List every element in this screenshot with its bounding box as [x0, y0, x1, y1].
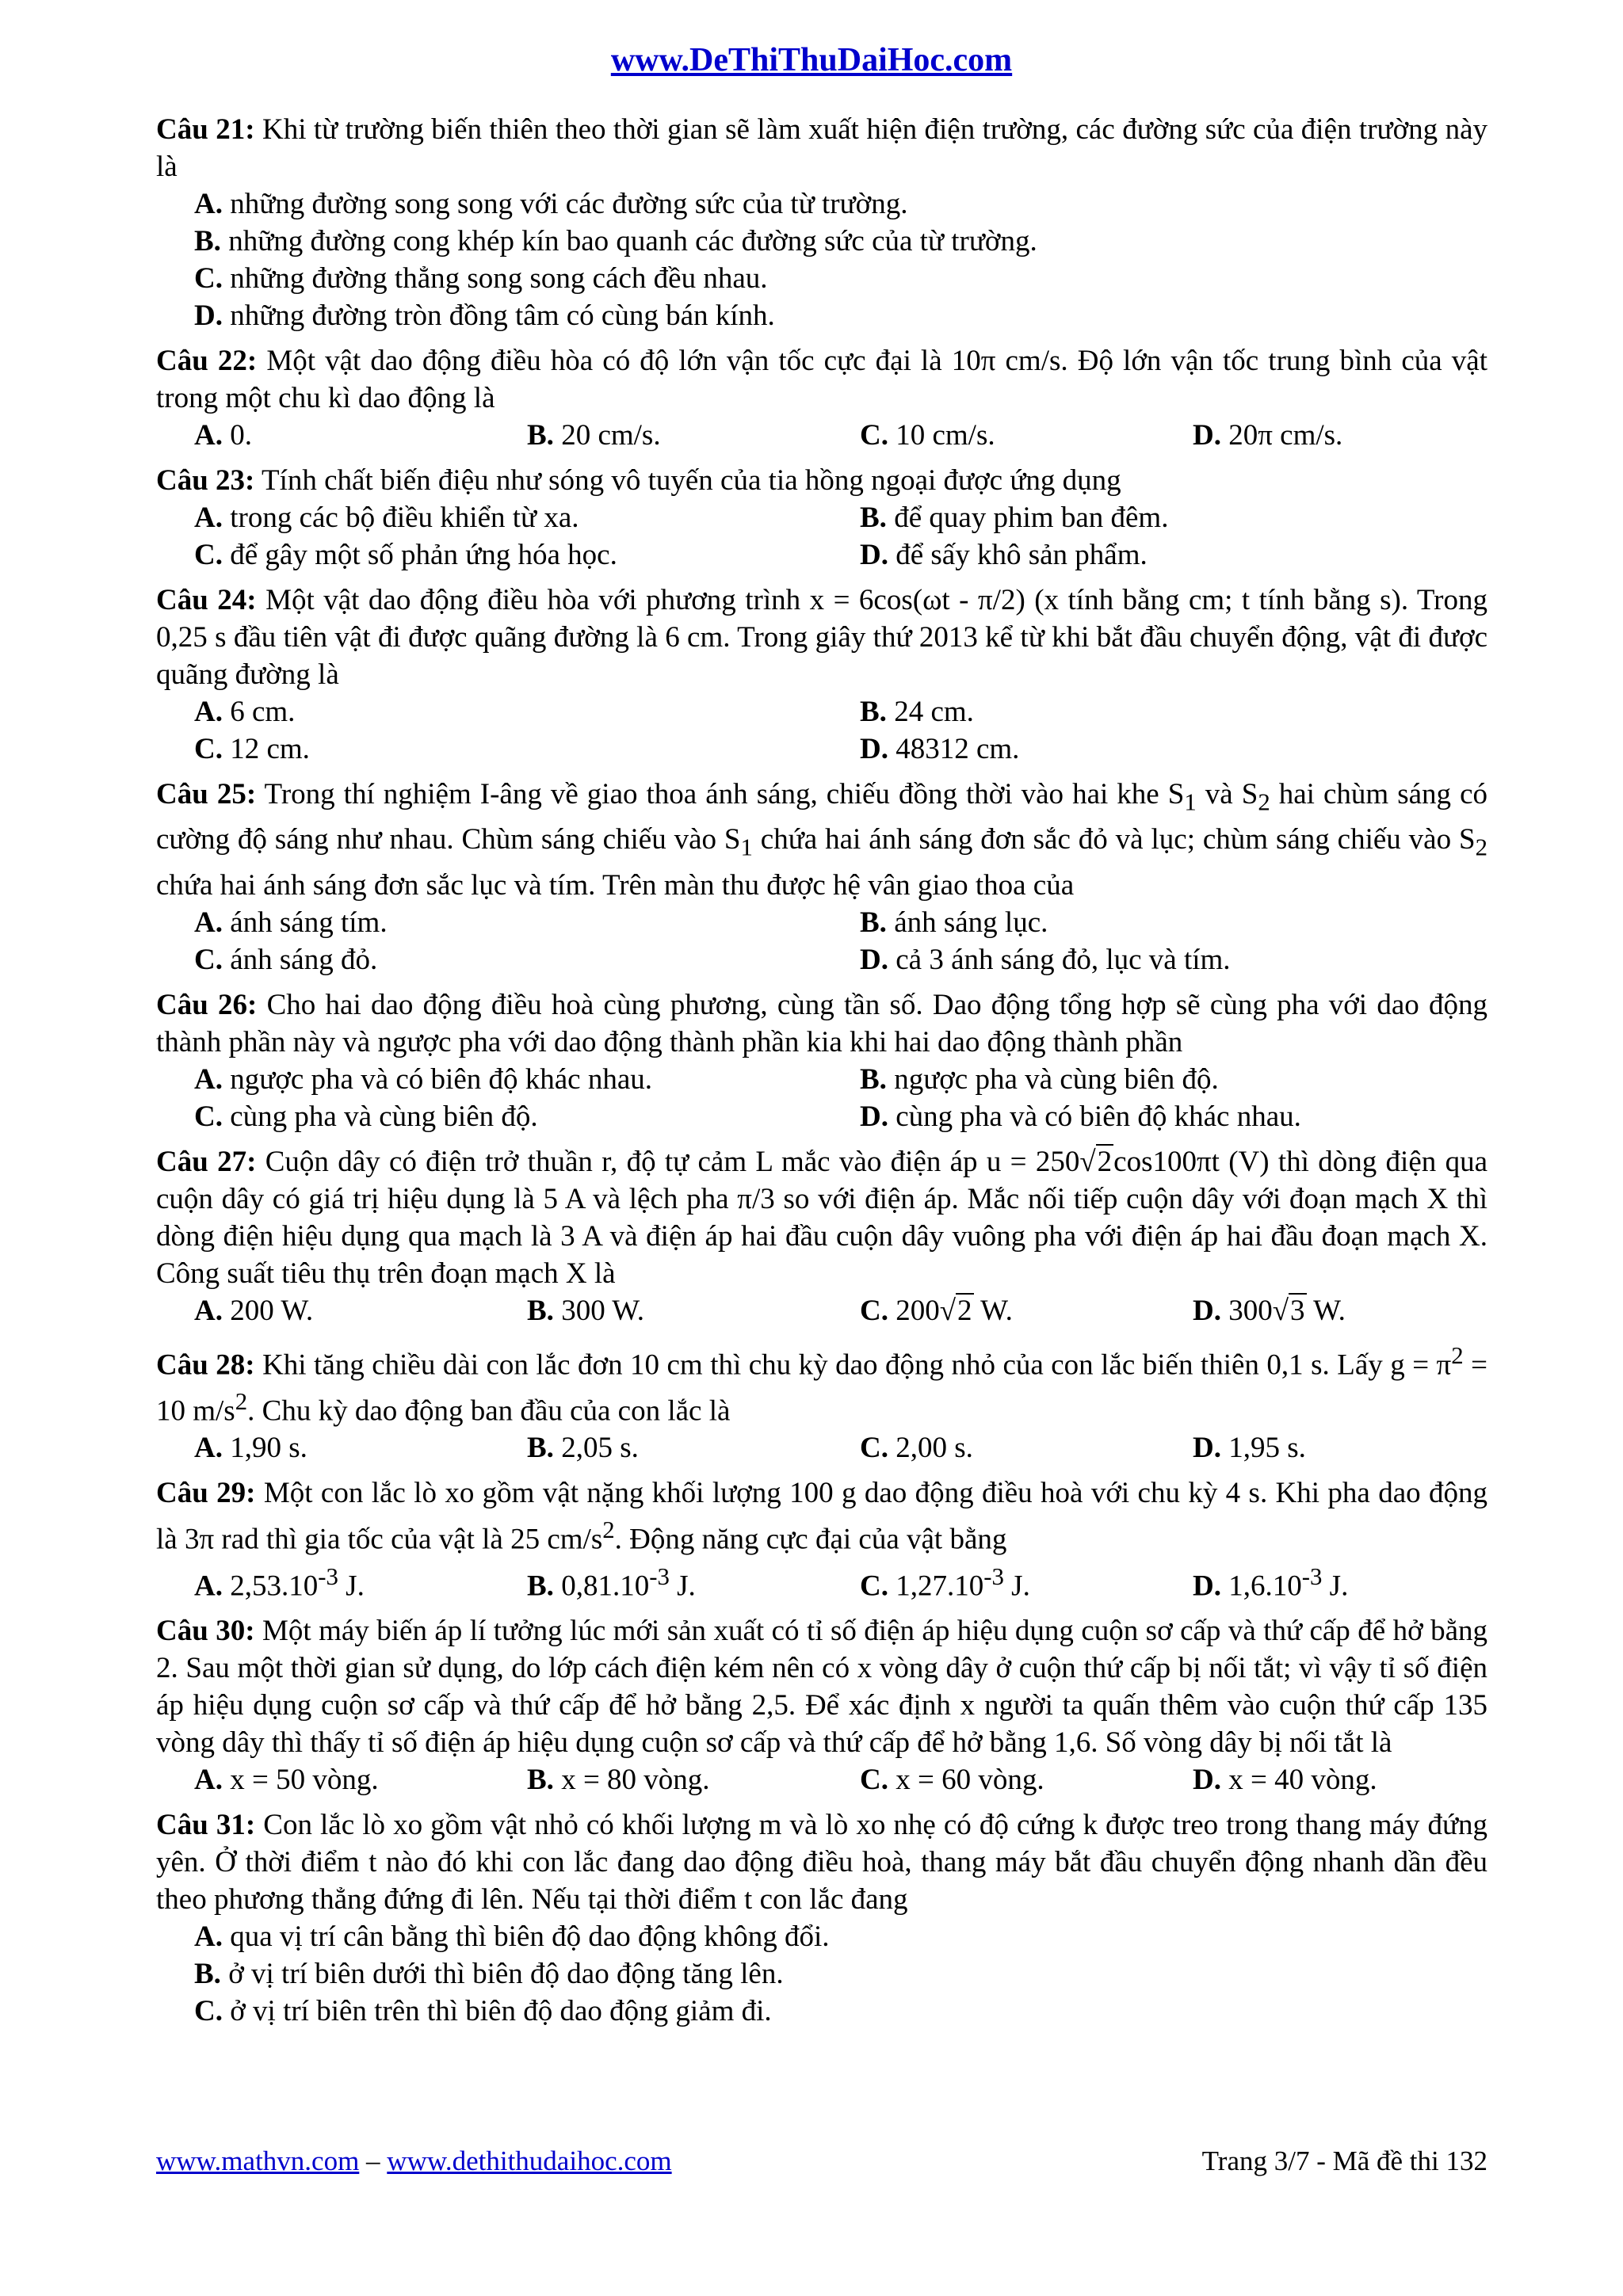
option-d: D. cả 3 ánh sáng đỏ, lục và tím.: [860, 943, 1231, 976]
question-label: Câu 30:: [156, 1615, 255, 1648]
footer-links: www.mathvn.com – www.dethithudaihoc.com: [156, 2145, 672, 2176]
option-a: A. x = 50 vòng.: [194, 1764, 379, 1797]
question-29: [156, 1474, 1487, 1604]
question-21: [156, 111, 1487, 334]
option-c: C. 2,00 s.: [860, 1432, 973, 1465]
question-26: [156, 986, 1487, 1135]
page-header: [0, 41, 1623, 79]
question-23: [156, 462, 1487, 574]
question-label: Câu 29:: [156, 1477, 256, 1510]
question-stem: Câu 31: Con lắc lò xo gồm vật nhỏ có khối lượng m và lò xo nhẹ có độ cứng k được treo trong thang máy đứng yên. Ở thời điểm t nào đó khi con lắc đang dao động điều hoà, thang máy bắt đầu chuyển động nhanh dần đều theo phương thẳng đứng đi lên. Nếu tại thời điểm t con lắc đang: [156, 1809, 1488, 1917]
question-stem: Câu 21: Khi từ trường biến thiên theo thời gian sẽ làm xuất hiện điện trường, các đường sức của điện trường này là: [156, 113, 1487, 183]
question-label: Câu 24:: [156, 584, 257, 616]
option-a: A. 200 W.: [194, 1294, 314, 1327]
question-31: [156, 1806, 1487, 2030]
question-label: Câu 26:: [156, 988, 258, 1021]
question-24: [156, 582, 1487, 768]
option-a: A. ngược pha và có biên độ khác nhau.: [194, 1062, 653, 1096]
option-a: A. trong các bộ điều khiển từ xa.: [194, 502, 579, 534]
question-stem: Câu 23: Tính chất biến điệu như sóng vô tuyến của tia hồng ngoại được ứng dụng: [156, 464, 1121, 497]
option-b: B. $0,81.10^{-3}$ J.: [527, 1562, 696, 1603]
option-c: C. 200√2 W.: [860, 1294, 1013, 1327]
page-footer: [156, 2145, 1487, 2177]
option-d: D. 300√3 W.: [1193, 1294, 1346, 1327]
question-28: [156, 1337, 1487, 1467]
option-c: C. ánh sáng đỏ.: [194, 943, 378, 976]
footer-link-dethithudaihoc[interactable]: www.dethithudaihoc.com: [387, 2145, 672, 2176]
options: [156, 1292, 1487, 1329]
question-stem: Câu 22: Một vật dao động điều hòa có độ lớn vận tốc cực đại là 10π cm/s. Độ lớn vận tốc trung bình của vật trong một chu kì dao động là: [156, 345, 1487, 414]
options: [156, 1761, 1487, 1798]
option-b: B. ánh sáng lục.: [860, 906, 1048, 939]
option-a: A. $2,53.10^{-3}$ J.: [194, 1562, 365, 1603]
option-d: D. 20π cm/s.: [1193, 419, 1343, 452]
options: [156, 1061, 1487, 1135]
page-info: Trang 3/7 - Mã đề thi 132: [1201, 2145, 1487, 2176]
option-b: B. ở vị trí biên dưới thì biên độ dao động tăng lên.: [194, 1958, 784, 1991]
question-stem: Câu 25: Trong thí nghiệm I-âng về giao thoa ánh sáng, chiếu đồng thời vào hai khe $S_1$ và $S_2$ hai chùm sáng có cường độ sáng như nhau. Chùm sáng chiếu vào $S_1$ chứa hai ánh sáng đơn sắc đỏ và lục; chùm sáng chiếu vào $S_2$ chứa hai ánh sáng đơn sắc lục và tím. Trên màn thu được hệ vân giao thoa của: [156, 778, 1487, 902]
question-27: [156, 1143, 1487, 1329]
question-list: [156, 111, 1487, 2038]
question-label: Câu 22:: [156, 345, 258, 377]
option-d: D. cùng pha và có biên độ khác nhau.: [860, 1100, 1301, 1133]
question-30: [156, 1612, 1487, 1798]
question-label: Câu 23:: [156, 464, 255, 497]
question-stem: Câu 26: Cho hai dao động điều hoà cùng phương, cùng tần số. Dao động tổng hợp sẽ cùng pha với dao động thành phần này và ngược pha với dao động thành phần kia khi hai dao động thành phần: [156, 988, 1487, 1058]
option-b: B. 20 cm/s.: [527, 419, 661, 452]
option-d: D. x = 40 vòng.: [1193, 1764, 1377, 1797]
option-b: B. để quay phim ban đêm.: [860, 502, 1169, 534]
question-stem: Câu 27: Cuộn dây có điện trở thuần r, độ tự cảm L mắc vào điện áp u = 250√2cos100πt (V) thì dòng điện qua cuộn dây có giá trị hiệu dụng là 5 A và lệch pha π/3 so với điện áp. Mắc nối tiếp cuộn dây với đoạn mạch X thì dòng điện hiệu dụng qua mạch là 3 A và điện áp hai đầu cuộn dây vuông pha với điện áp hai đầu đoạn mạch X. Công suất tiêu thụ trên đoạn mạch X là: [156, 1145, 1487, 1290]
option-c: C. 10 cm/s.: [860, 419, 995, 452]
options: [156, 1918, 1487, 2030]
option-d: D. để sấy khô sản phẩm.: [860, 539, 1148, 571]
option-d: D. 48312 cm.: [860, 733, 1020, 765]
option-a: A. 6 cm.: [194, 696, 296, 728]
option-d: D. những đường tròn đồng tâm có cùng bán kính.: [194, 299, 775, 332]
options: [156, 499, 1487, 574]
options: [156, 693, 1487, 768]
option-c: C. để gây một số phản ứng hóa học.: [194, 539, 617, 571]
option-b: B. 24 cm.: [860, 696, 974, 728]
option-b: B. ngược pha và cùng biên độ.: [860, 1062, 1219, 1096]
options: [156, 1558, 1487, 1604]
option-a: A. 1,90 s.: [194, 1432, 307, 1465]
options: [156, 417, 1487, 454]
option-b: B. x = 80 vòng.: [527, 1764, 710, 1797]
question-label: Câu 28:: [156, 1348, 255, 1382]
question-stem: Câu 28: Khi tăng chiều dài con lắc đơn 10 cm thì chu kỳ dao động nhỏ của con lắc biến thiên 0,1 s. Lấy $g = \pi^2 = 10$ $m/s^2$. Chu kỳ dao động ban đầu của con lắc là: [156, 1341, 1487, 1428]
question-22: [156, 342, 1487, 454]
option-c: C. $1,27.10^{-3}$ J.: [860, 1562, 1030, 1603]
option-c: C. 12 cm.: [194, 733, 310, 765]
option-d: D. 1,95 s.: [1193, 1432, 1306, 1465]
option-a: A. ánh sáng tím.: [194, 906, 388, 939]
question-label: Câu 27:: [156, 1145, 257, 1178]
option-a: A. những đường song song với các đường sức của từ trường.: [194, 188, 908, 220]
option-a: A. qua vị trí cân bằng thì biên độ dao động không đổi.: [194, 1920, 830, 1954]
question-label: Câu 25:: [156, 778, 257, 810]
question-label: Câu 31:: [156, 1809, 256, 1842]
options: [156, 1429, 1487, 1466]
option-b: B. 300 W.: [527, 1294, 645, 1327]
question-stem: Câu 24: Một vật dao động điều hòa với phương trình x = 6cos(ωt - π/2) (x tính bằng cm; t tính bằng s). Trong 0,25 s đầu tiên vật đi được quãng đường là 6 cm. Trong giây thứ 2013 kể từ khi bắt đầu chuyển động, vật đi được quãng đường là: [156, 584, 1487, 691]
option-a: A. 0.: [194, 419, 252, 452]
option-d: D. $1,6.10^{-3}$ J.: [1193, 1562, 1349, 1603]
question-25: [156, 776, 1487, 978]
sqrt-expression: √2: [1079, 1145, 1113, 1178]
option-b: B. những đường cong khép kín bao quanh các đường sức của từ trường.: [194, 225, 1037, 257]
site-link[interactable]: www.DeThiThuDaiHoc.com: [610, 42, 1013, 78]
options: [156, 904, 1487, 978]
question-stem: Câu 30: Một máy biến áp lí tưởng lúc mới sản xuất có tỉ số điện áp hiệu dụng cuộn sơ cấp và thứ cấp để hở bằng 2. Sau một thời gian sử dụng, do lớp cách điện kém nên có x vòng dây ở cuộn thứ cấp bị nối tắt; vì vậy tỉ số điện áp hiệu dụng cuộn sơ cấp và thứ cấp để hở bằng 2,5. Để xác định x người ta quấn thêm vào cuộn thứ cấp 135 vòng dây thì thấy tỉ số điện áp hiệu dụng cuộn sơ cấp và thứ cấp để hở bằng 1,6. Số vòng dây bị nối tắt là: [156, 1615, 1488, 1760]
question-label: Câu 21:: [156, 113, 255, 146]
option-c: C. ở vị trí biên trên thì biên độ dao động giảm đi.: [194, 1995, 772, 2028]
option-b: B. 2,05 s.: [527, 1432, 639, 1465]
option-c: C. cùng pha và cùng biên độ.: [194, 1100, 538, 1133]
footer-link-mathvn[interactable]: www.mathvn.com: [156, 2145, 360, 2176]
option-c: C. những đường thẳng song song cách đều nhau.: [194, 262, 768, 295]
question-stem: Câu 29: Một con lắc lò xo gồm vật nặng khối lượng 100 g dao động điều hoà với chu kỳ 4 s. Khi pha dao động là 3π rad thì gia tốc của vật là 25 $cm/s^2$. Động năng cực đại của vật bằng: [156, 1477, 1487, 1556]
option-c: C. x = 60 vòng.: [860, 1764, 1044, 1797]
options: [156, 185, 1487, 334]
